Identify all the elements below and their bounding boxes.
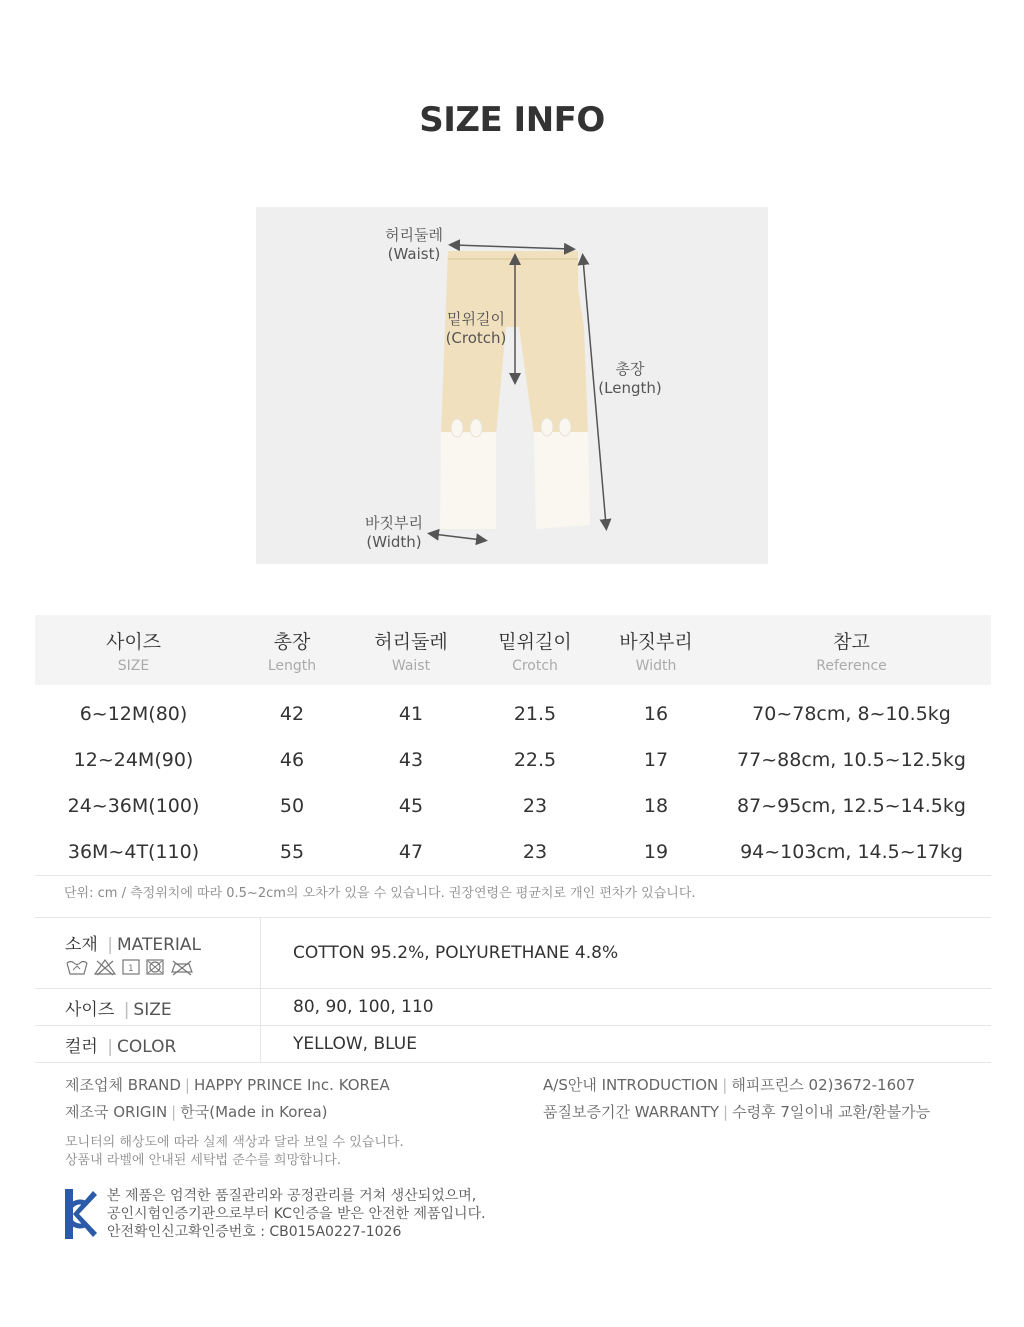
waist-arrow (454, 245, 570, 249)
material-row (35, 918, 991, 989)
kc-line: 공인시험인증기관으로부터 KC인증을 받은 안전한 제품입니다. (107, 1206, 486, 1222)
no-tumble-dry-icon (145, 958, 165, 976)
cell-size: 24~36M(100) (67, 795, 200, 817)
product-info (35, 917, 991, 1063)
kc-certification (63, 1187, 486, 1241)
header-reference: 참고 Reference (712, 615, 991, 685)
size-label-en: SIZE (133, 999, 172, 1020)
size-value: 80, 90, 100, 110 (293, 997, 434, 1017)
cell-width: 18 (643, 795, 669, 817)
warranty-value: 수령후 7일이내 교환/환불가능 (732, 1103, 931, 1121)
cell-reference: 77~88cm, 10.5~12.5kg (737, 749, 966, 771)
cell-crotch: 23 (522, 841, 548, 863)
material-value: COTTON 95.2%, POLYURETHANE 4.8% (293, 943, 619, 963)
table-header-row (35, 615, 991, 685)
color-row (35, 1026, 991, 1063)
table-row (35, 829, 991, 875)
size-label-ko: 사이즈 (65, 999, 115, 1020)
cell-waist: 41 (398, 703, 424, 725)
origin-label: 제조국 ORIGIN (65, 1103, 168, 1121)
cell-size: 36M~4T(110) (67, 841, 200, 863)
width-label: 바짓부리 (Width) (365, 514, 423, 551)
color-value: YELLOW, BLUE (293, 1034, 417, 1054)
cell-size: 6~12M(80) (79, 703, 188, 725)
cell-reference: 87~95cm, 12.5~14.5kg (737, 795, 966, 817)
size-key: 사이즈 | SIZE (35, 989, 261, 1025)
footer-left: 제조업체 BRAND | HAPPY PRINCE Inc. KOREA 제조국 ORIGIN | 한국(Made in Korea) (65, 1076, 390, 1121)
cell-crotch: 21.5 (513, 703, 557, 725)
cell-reference: 70~78cm, 8~10.5kg (752, 703, 951, 725)
waist-label: 허리둘레 (Waist) (385, 226, 443, 263)
cell-length: 42 (279, 703, 305, 725)
table-row (35, 783, 991, 829)
svg-text:1: 1 (128, 964, 134, 974)
width-arrow (433, 534, 482, 540)
material-key: 소재 | MATERIAL 1 (35, 918, 261, 988)
no-iron-icon (169, 958, 195, 976)
size-diagram (256, 207, 768, 564)
origin-value: 한국(Made in Korea) (180, 1103, 328, 1121)
cell-crotch: 22.5 (513, 749, 557, 771)
size-row (35, 989, 991, 1026)
disclaimer (65, 1134, 404, 1170)
disclaimer-line: 상품내 라벨에 안내된 세탁법 준수를 희망합니다. (65, 1153, 341, 1168)
as-label: A/S안내 INTRODUCTION (543, 1076, 719, 1094)
length-label: 총장 (Length) (598, 360, 662, 397)
header-waist: 허리둘레 Waist (352, 615, 470, 685)
care-icons (65, 958, 260, 976)
table-row (35, 685, 991, 737)
cell-reference: 94~103cm, 14.5~17kg (740, 841, 963, 863)
kc-text (107, 1187, 486, 1241)
page-title: SIZE INFO (419, 100, 605, 140)
cell-waist: 43 (398, 749, 424, 771)
brand-label: 제조업체 BRAND (65, 1076, 181, 1094)
header-width: 바짓부리 Width (600, 615, 712, 685)
dry-flat-icon (121, 958, 141, 976)
kc-logo-icon (63, 1187, 99, 1241)
cell-width: 17 (643, 749, 669, 771)
header-length: 총장 Length (232, 615, 352, 685)
color-key: 컬러 | COLOR (35, 1026, 261, 1062)
cell-length: 46 (279, 749, 305, 771)
cell-waist: 47 (398, 841, 424, 863)
no-bleach-icon (93, 958, 117, 976)
footer-right: A/S안내 INTRODUCTION | 해피프린스 02)3672-1607 품질보증기간 WARRANTY | 수령후 7일이내 교환/환불가능 (543, 1076, 931, 1121)
cell-waist: 45 (398, 795, 424, 817)
kc-cert-number: 안전확인신고확인증번호 : CB015A0227-1026 (107, 1224, 402, 1240)
warranty-label: 품질보증기간 WARRANTY (543, 1103, 720, 1121)
header-size: 사이즈 SIZE (35, 615, 232, 685)
as-value: 해피프린스 02)3672-1607 (731, 1076, 916, 1094)
cell-size: 12~24M(90) (73, 749, 194, 771)
pants-illustration (256, 207, 768, 564)
hand-wash-icon (65, 958, 89, 976)
color-label-ko: 컬러 (65, 1036, 98, 1057)
color-label-en: COLOR (117, 1036, 177, 1057)
material-label-en: MATERIAL (117, 935, 202, 955)
kc-line: 본 제품은 엄격한 품질관리와 공정관리를 거쳐 생산되었으며, (107, 1188, 477, 1204)
cell-length: 50 (279, 795, 305, 817)
cell-width: 19 (643, 841, 669, 863)
disclaimer-line: 모니터의 해상도에 따라 실제 색상과 달라 보일 수 있습니다. (65, 1135, 404, 1150)
crotch-label: 밑위길이 (Crotch) (445, 310, 507, 347)
table-row (35, 737, 991, 783)
cell-length: 55 (279, 841, 305, 863)
header-crotch: 밑위길이 Crotch (470, 615, 600, 685)
cell-crotch: 23 (522, 795, 548, 817)
measurement-note: 단위: cm / 측정위치에 따라 0.5~2cm의 오차가 있을 수 있습니다. 권장연령은 평균치로 개인 편차가 있습니다. (35, 875, 991, 901)
brand-value: HAPPY PRINCE Inc. KOREA (193, 1076, 390, 1094)
cell-width: 16 (643, 703, 669, 725)
material-label-ko: 소재 (65, 935, 98, 955)
size-table (35, 615, 991, 875)
